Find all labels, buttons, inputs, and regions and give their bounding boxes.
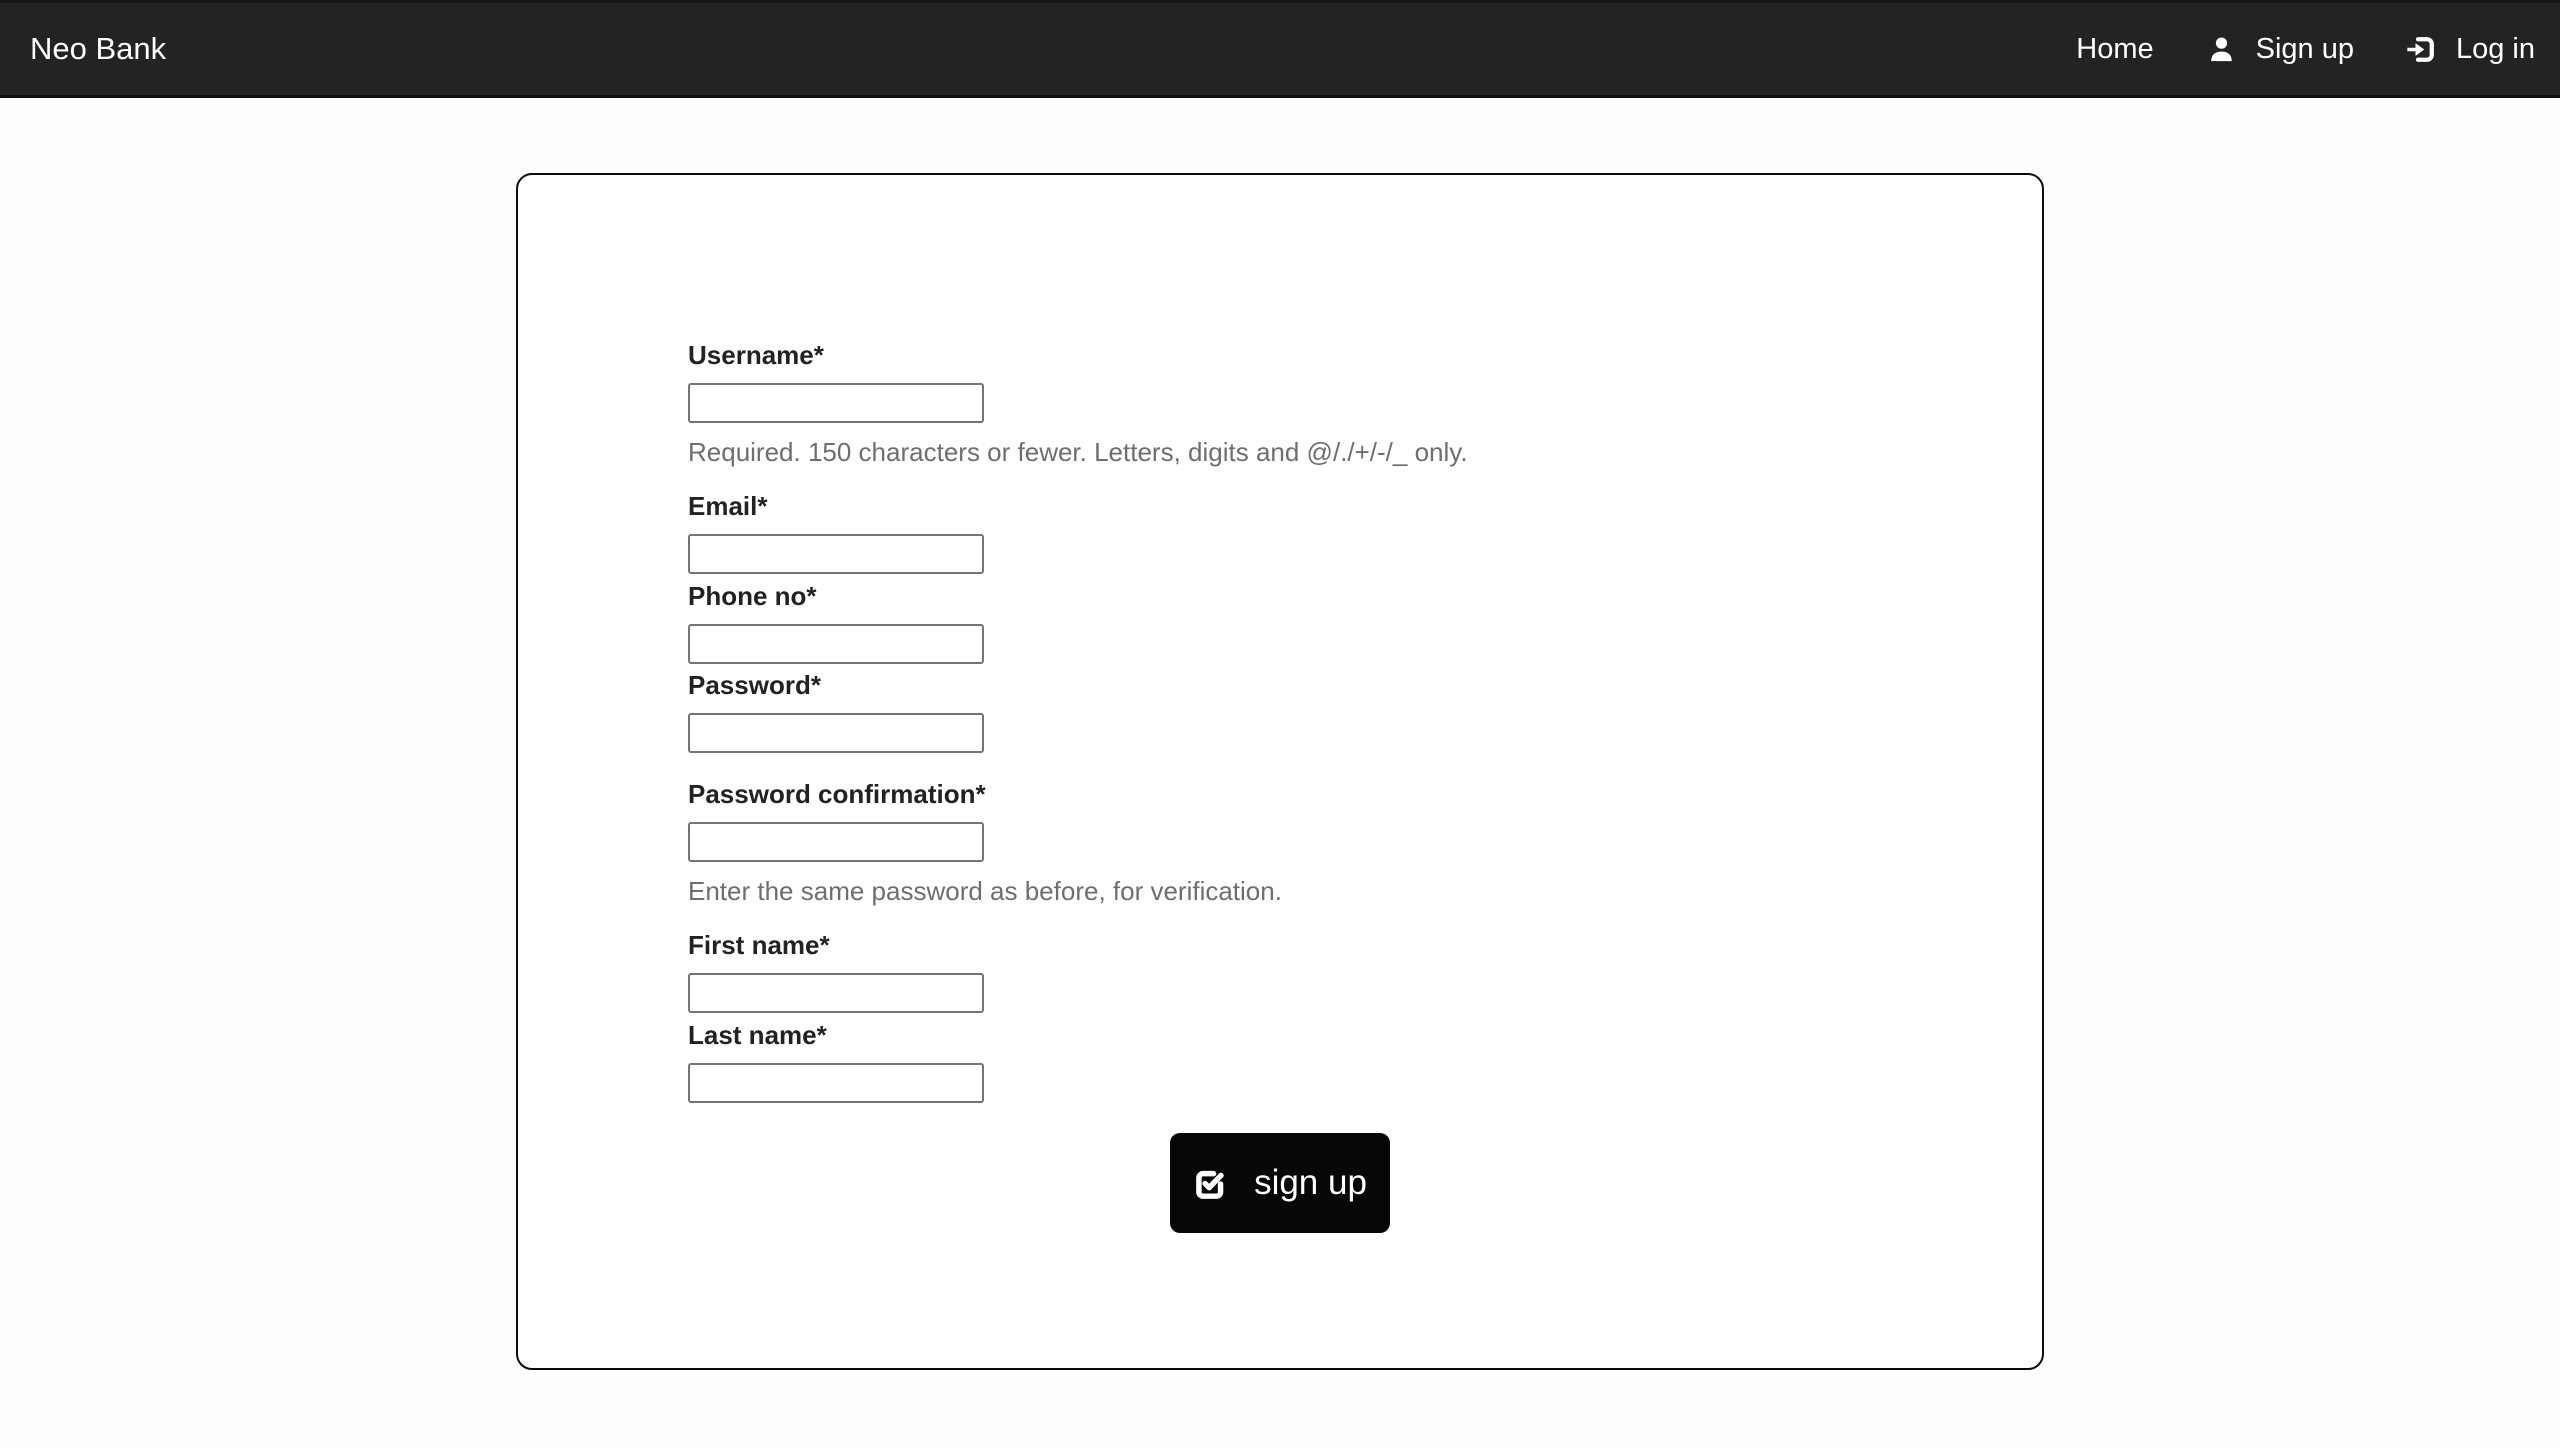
sign-up-button-label: sign up (1254, 1163, 1367, 1202)
password-confirmation-help-text: Enter the same password as before, for verification. (688, 876, 1282, 906)
nav-link-log-in-label: Log in (2455, 32, 2535, 65)
nav-link-home-label: Home (2076, 32, 2154, 65)
phone-input[interactable] (688, 624, 984, 664)
password-confirmation-label: Password confirmation* (688, 779, 986, 809)
last-name-field-group (688, 1020, 1872, 1103)
nav-link-sign-up[interactable] (2206, 33, 2354, 66)
password-confirmation-input[interactable] (688, 822, 984, 862)
submit-row (688, 1133, 1872, 1233)
sign-up-button[interactable] (1170, 1133, 1390, 1233)
nav-link-home[interactable] (2076, 33, 2153, 66)
nav-link-sign-up-label: Sign up (2255, 32, 2354, 65)
first-name-field-group (688, 930, 1872, 1013)
phone-field-group (688, 581, 1872, 664)
password-label: Password* (688, 670, 821, 700)
nav-link-log-in[interactable] (2406, 33, 2535, 66)
username-label: Username* (688, 340, 824, 370)
last-name-label: Last name* (688, 1020, 827, 1050)
email-input[interactable] (688, 534, 984, 574)
username-input[interactable] (688, 383, 984, 423)
nav-links (2076, 33, 2535, 66)
signup-card (516, 173, 2044, 1370)
person-icon (2206, 34, 2237, 65)
box-arrow-in-right-icon (2406, 34, 2437, 65)
password-field-group (688, 670, 1872, 753)
password-confirmation-field-group (688, 779, 1872, 904)
email-field-group (688, 491, 1872, 574)
first-name-label: First name* (688, 930, 830, 960)
phone-label: Phone no* (688, 581, 817, 611)
email-label: Email* (688, 491, 768, 521)
username-field-group (688, 340, 1872, 465)
password-input[interactable] (688, 713, 984, 753)
username-help-text: Required. 150 characters or fewer. Letters, digits and @/./+/-/_ only. (688, 437, 1468, 467)
first-name-input[interactable] (688, 973, 984, 1013)
signup-form (688, 340, 1872, 1233)
check-square-icon (1193, 1166, 1228, 1201)
navbar (0, 0, 2560, 98)
brand-link[interactable]: Neo Bank (30, 31, 167, 66)
last-name-input[interactable] (688, 1063, 984, 1103)
